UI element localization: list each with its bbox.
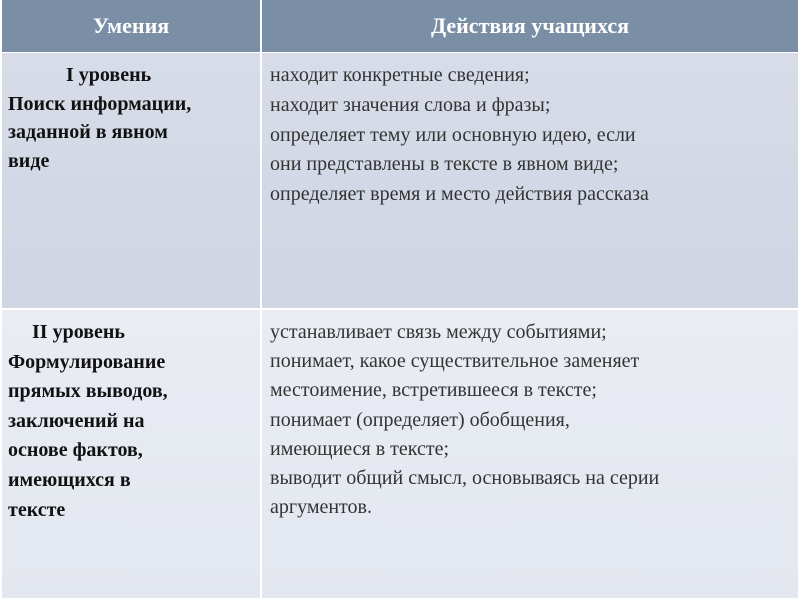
action-line: определяет тему или основную идею, если [270, 123, 636, 146]
skill-line: прямых выводов, [8, 380, 168, 403]
skill-cell [2, 53, 260, 308]
actions-cell [262, 53, 798, 308]
skill-line: заданной в явном [8, 121, 168, 144]
level-label: I уровень [66, 64, 152, 86]
action-line: выводит общий смысл, основываясь на серии [270, 467, 660, 490]
skill-text [8, 61, 258, 175]
column-divider [260, 52, 262, 598]
action-line: аргументов. [270, 496, 372, 519]
actions-text [270, 61, 795, 210]
skill-line: основе фактов, [8, 439, 143, 462]
skill-text [8, 318, 258, 525]
actions-cell [262, 310, 798, 598]
action-line: понимает, какое существительное заменяет [270, 350, 640, 373]
actions-text [270, 318, 795, 522]
skill-cell [2, 310, 260, 598]
skill-line: виде [8, 149, 50, 172]
header-actions: Действия учащихся [430, 13, 630, 38]
skill-line: тексте [8, 498, 66, 521]
level-label: II уровень [32, 321, 125, 343]
action-line: они представлены в тексте в явном виде; [270, 153, 619, 176]
action-line: устанавливает связь между событиями; [270, 321, 607, 343]
skill-line: имеющихся в [8, 468, 131, 491]
action-line: имеющиеся в тексте; [270, 437, 450, 460]
header-skills: Умения [92, 13, 170, 38]
skill-line: Формулирование [8, 350, 166, 373]
table-row [2, 310, 798, 598]
table-row [2, 53, 798, 308]
skill-line: заключений на [8, 409, 145, 432]
skill-line: Поиск информации, [8, 92, 192, 115]
skills-table [2, 0, 798, 598]
action-line: понимает (определяет) обобщения, [270, 408, 570, 431]
action-line: находит значения слова и фразы; [270, 93, 551, 116]
table-header-row [2, 0, 798, 52]
action-line: находит конкретные сведения; [270, 64, 530, 86]
action-line: местоимение, встретившееся в тексте; [270, 379, 597, 402]
action-line: определяет время и место действия рассказа [270, 183, 649, 206]
